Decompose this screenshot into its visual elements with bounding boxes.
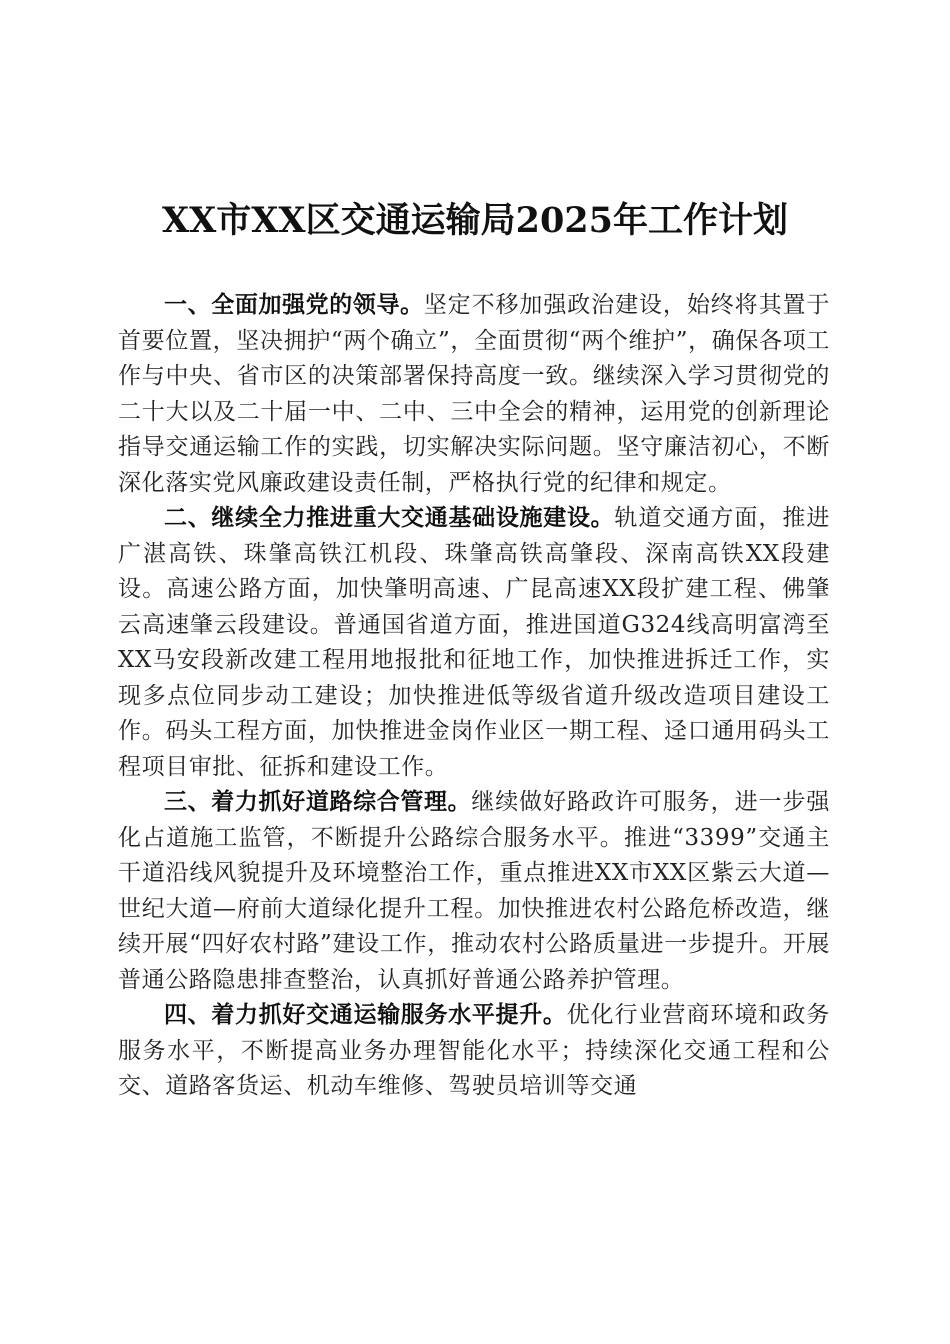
section-text: 继续做好路政许可服务，进一步强化占道施工监管，不断提升公路综合服务水平。推进“3399”交通主干道沿线风貌提升及环境整治工作，重点推进XX市XX区紫云大道—世纪大道—府前大道绿化提升工程。加快推进农村公路危桥改造，继续开展“四好农村路”建设工作，推动农村公路质量进一步提升。开展普通公路隐患排查整治，认真抓好普通公路养护管理。 — [118, 789, 830, 993]
section-heading: 四、着力抓好交通运输服务水平提升。 — [164, 1002, 567, 1028]
document-body — [118, 288, 830, 1105]
section-heading: 一、全面加强党的领导。 — [164, 292, 424, 318]
section-text: 坚定不移加强政治建设，始终将其置于首要位置，坚决拥护“两个确立”，全面贯彻“两个维护”，确保各项工作与中央、省市区的决策部署保持高度一致。继续深入学习贯彻党的二十大以及二十届一中、二中、三中全会的精神，运用党的创新理论指导交通运输工作的实践，切实解决实际问题。坚守廉洁初心，不断深化落实党风廉政建设责任制，严格执行党的纪律和规定。 — [118, 292, 830, 496]
section-text: 轨道交通方面，推进广湛高铁、珠肇高铁江机段、珠肇高铁高肇段、深南高铁XX段建设。高速公路方面，加快肇明高速、广昆高速XX段扩建工程、佛肇云高速肇云段建设。普通国省道方面，推进国道G324线高明富湾至XX马安段新改建工程用地报批和征地工作，加快推进拆迁工作，实现多点位同步动工建设；加快推进低等级省道升级改造项目建设工作。码头工程方面，加快推进金岗作业区一期工程、迳口通用码头工程项目审批、征拆和建设工作。 — [118, 505, 831, 780]
section-paragraph — [118, 288, 830, 501]
section-paragraph — [118, 998, 830, 1105]
section-paragraph — [118, 785, 830, 998]
section-text: 优化行业营商环境和政务服务水平，不断提高业务办理智能化水平；持续深化交通工程和公交、道路客货运、机动车维修、驾驶员培训等交通 — [118, 1002, 830, 1099]
section-heading: 二、继续全力推进重大交通基础设施建设。 — [164, 505, 615, 531]
section-heading: 三、着力抓好道路综合管理。 — [164, 789, 472, 815]
document-title: XX市XX区交通运输局2025年工作计划 — [161, 200, 789, 241]
section-paragraph — [118, 501, 830, 785]
